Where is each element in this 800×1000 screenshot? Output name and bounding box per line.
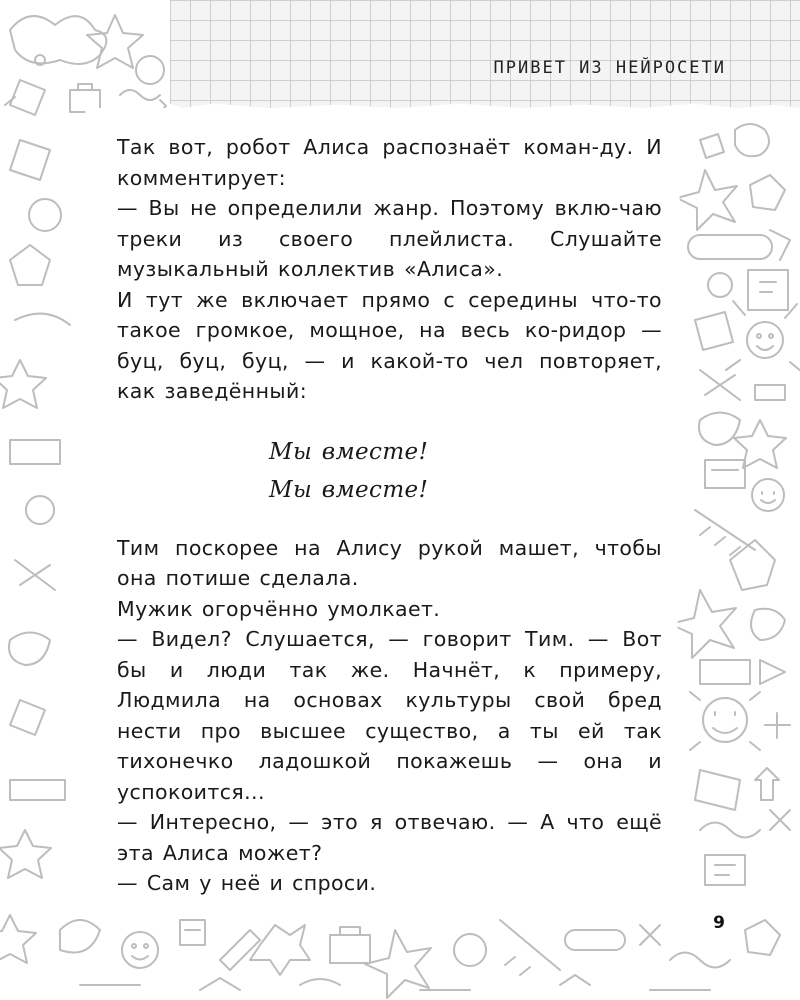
paragraph: — Видел? Слушается, — говорит Тим. — Вот бы и люди так же. Начнёт, к примеру, Людмила на основах культуры свой бред нести про высшее существо, а ты ей так тихонечко ладошкой покажешь — она и успокоится... (117, 627, 662, 804)
poem-line: Мы вместе! (269, 476, 429, 503)
paragraph: Тим поскорее на Алису рукой машет, чтобы она потише сделала. (117, 535, 662, 590)
paragraph: — Интересно, — это я отвечаю. — А что ещё эта Алиса может? (117, 810, 662, 865)
body-text (117, 132, 662, 899)
poem-line: Мы вместе! (269, 438, 429, 465)
running-head: ПРИВЕТ ИЗ НЕЙРОСЕТИ (493, 58, 726, 78)
paragraph: — Вы не определили жанр. Поэтому вклю-чаю треки из своего плейлиста. Слушайте музыкальный коллектив «Алиса». (117, 196, 662, 281)
paragraph: Так вот, робот Алиса распознаёт коман-ду. И комментирует: (117, 135, 662, 190)
paragraph: Мужик огорчённо умолкает. (117, 596, 441, 621)
paragraph: — Сам у неё и спроси. (117, 871, 377, 895)
grid-paper-header (170, 0, 800, 108)
page-number: 9 (706, 910, 732, 936)
paragraph: И тут же включает прямо с середины что-то такое громкое, мощное, на весь ко-ридор — буц, буц, буц, — и какой-то чел повторяет, как заведённый: (117, 287, 662, 403)
poem (117, 433, 662, 509)
